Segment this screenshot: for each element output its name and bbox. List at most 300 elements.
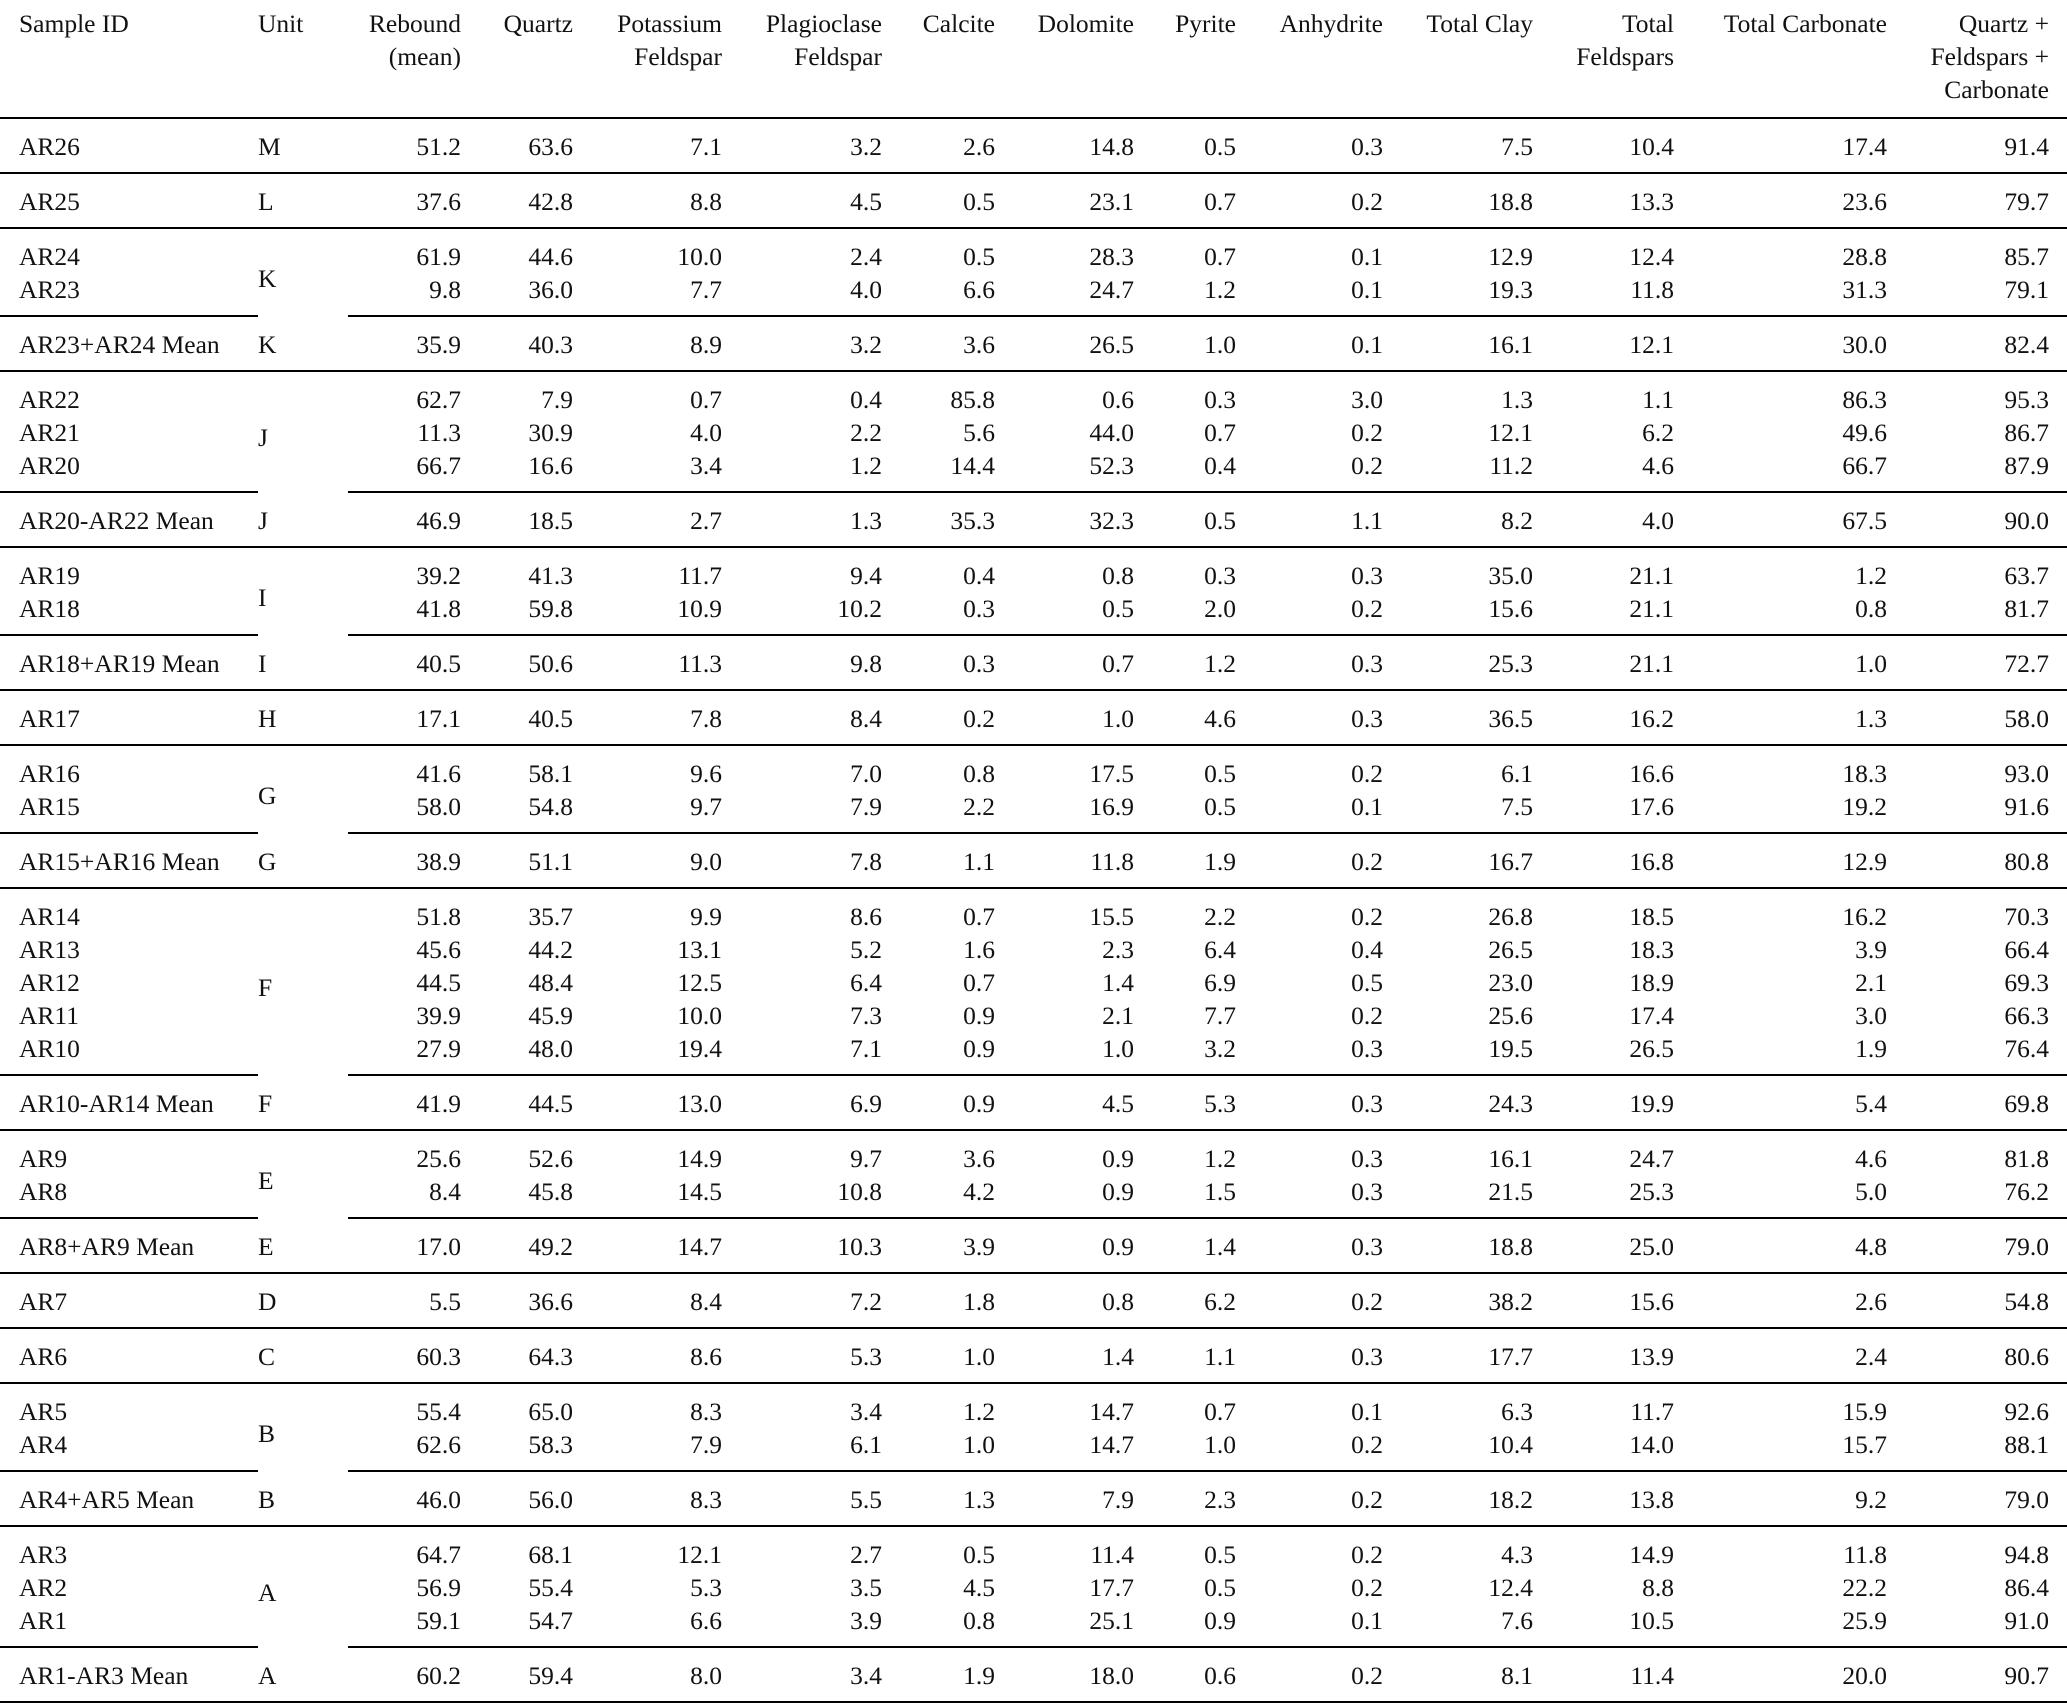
value-cell: 58.1 — [528, 759, 573, 788]
sample-id-cell: AR14 — [19, 902, 80, 931]
value-cell: 18.8 — [1383, 1218, 1533, 1273]
value-cell: 70.3 — [2004, 902, 2049, 931]
value-cell: 13.1 — [677, 935, 722, 964]
value-cell: 1.1 — [1642, 385, 1674, 414]
value-cell: 7.7 — [1204, 1001, 1236, 1030]
value-cell: 81.7 — [1887, 592, 2067, 635]
value-cell: 59.8 — [461, 592, 573, 635]
value-cell: 0.9 — [882, 1075, 995, 1130]
value-cell: 6.6 — [573, 1604, 722, 1647]
sample-id-cell: AR24 — [19, 242, 80, 271]
value-cell: 50.6 — [461, 635, 573, 690]
value-cell: 26.8 — [1488, 902, 1533, 931]
value-cell: 59.4 — [461, 1647, 573, 1702]
value-cell: 12.9 — [1488, 242, 1533, 271]
value-cell: 6.4 — [850, 968, 882, 997]
column-header: Rebound (mean) — [348, 0, 461, 118]
value-cell: 26.5 — [995, 316, 1134, 371]
value-cell: 0.2 — [1351, 1540, 1383, 1569]
value-cell: 2.4 — [850, 242, 882, 271]
table-row — [0, 371, 2067, 416]
unit-cell: A — [258, 1578, 277, 1607]
sample-id-cell: AR15+AR16 Mean — [0, 833, 258, 888]
value-cell: 9.6 — [690, 759, 722, 788]
value-cell: 46.9 — [348, 492, 461, 547]
value-cell: 14.7 — [995, 1428, 1134, 1471]
value-cell: 6.6 — [882, 273, 995, 316]
value-cell: 56.0 — [461, 1471, 573, 1526]
value-cell: 64.3 — [461, 1328, 573, 1383]
value-cell: 0.3 — [1236, 690, 1383, 745]
value-cell: 0.2 — [1236, 173, 1383, 228]
value-cell: 48.4 — [528, 968, 573, 997]
value-cell: 4.3 — [1501, 1540, 1533, 1569]
unit-cell: G — [258, 833, 348, 888]
value-cell: 67.5 — [1674, 492, 1887, 547]
value-cell: 0.5 — [995, 592, 1134, 635]
table-row — [0, 1526, 2067, 1571]
value-cell: 25.3 — [1383, 635, 1533, 690]
value-cell: 0.2 — [1351, 1001, 1383, 1030]
value-cell: 36.0 — [461, 273, 573, 316]
value-cell: 76.2 — [1887, 1175, 2067, 1218]
value-cell: 0.4 — [1134, 449, 1236, 492]
value-cell: 1.3 — [882, 1471, 995, 1526]
value-cell: 25.3 — [1533, 1175, 1674, 1218]
value-cell: 8.1 — [1383, 1647, 1533, 1702]
value-cell: 40.5 — [461, 690, 573, 745]
value-cell: 0.9 — [963, 1001, 995, 1030]
table-row — [0, 1647, 2067, 1702]
value-cell: 35.7 — [528, 902, 573, 931]
value-cell: 0.5 — [882, 173, 995, 228]
value-cell: 0.6 — [1134, 1647, 1236, 1702]
value-cell: 4.0 — [1533, 492, 1674, 547]
value-cell: 6.9 — [1204, 968, 1236, 997]
value-cell: 0.7 — [963, 968, 995, 997]
value-cell: 0.9 — [995, 1218, 1134, 1273]
value-cell: 8.8 — [573, 173, 722, 228]
table-header — [0, 0, 2067, 118]
value-cell: 35.3 — [882, 492, 995, 547]
value-cell: 4.5 — [722, 173, 882, 228]
value-cell: 66.7 — [348, 449, 461, 492]
value-cell: 9.8 — [348, 273, 461, 316]
value-cell: 0.7 — [1204, 418, 1236, 447]
value-cell: 1.1 — [882, 833, 995, 888]
sample-id-cell: AR4+AR5 Mean — [0, 1471, 258, 1526]
value-cell: 0.5 — [1134, 118, 1236, 173]
column-header: Total Feldspars — [1533, 0, 1674, 118]
unit-cell: L — [258, 173, 348, 228]
value-cell: 86.7 — [2004, 418, 2049, 447]
value-cell: 18.8 — [1383, 173, 1533, 228]
value-cell: 45.8 — [461, 1175, 573, 1218]
value-cell: 3.9 — [722, 1604, 882, 1647]
table-row — [0, 833, 2067, 888]
value-cell: 0.8 — [995, 1273, 1134, 1328]
value-cell: 45.6 — [416, 935, 461, 964]
sample-id-cell: AR12 — [19, 968, 80, 997]
value-cell: 15.9 — [1842, 1397, 1887, 1426]
value-cell: 86.3 — [1842, 385, 1887, 414]
value-cell: 48.0 — [461, 1032, 573, 1075]
value-cell: 6.3 — [1501, 1397, 1533, 1426]
value-cell: 8.2 — [1383, 492, 1533, 547]
table-row — [0, 690, 2067, 745]
sample-id-cell: AR1 — [0, 1604, 258, 1647]
value-cell: 32.3 — [995, 492, 1134, 547]
value-cell: 19.2 — [1674, 790, 1887, 833]
value-cell: 52.6 — [528, 1144, 573, 1173]
value-cell: 37.6 — [348, 173, 461, 228]
value-cell: 6.1 — [1501, 759, 1533, 788]
value-cell: 0.9 — [995, 1175, 1134, 1218]
table-row — [0, 547, 2067, 592]
value-cell: 5.3 — [722, 1328, 882, 1383]
value-cell: 2.1 — [1102, 1001, 1134, 1030]
value-cell: 19.5 — [1383, 1032, 1533, 1075]
value-cell: 0.4 — [963, 561, 995, 590]
value-cell: 11.8 — [1843, 1540, 1887, 1569]
value-cell: 0.3 — [882, 635, 995, 690]
sample-id-cell: AR18 — [0, 592, 258, 635]
value-cell: 0.8 — [882, 1604, 995, 1647]
value-cell: 6.9 — [722, 1075, 882, 1130]
table-row — [0, 745, 2067, 790]
sample-id-cell: AR25 — [0, 173, 258, 228]
value-cell: 28.8 — [1842, 242, 1887, 271]
value-cell: 19.4 — [573, 1032, 722, 1075]
table-row — [0, 492, 2067, 547]
value-cell: 0.3 — [1236, 118, 1383, 173]
value-cell: 2.1 — [1855, 968, 1887, 997]
value-cell: 21.1 — [1533, 592, 1674, 635]
value-cell: 1.9 — [1674, 1032, 1887, 1075]
sample-id-cell: AR21 — [19, 418, 80, 447]
value-cell: 0.2 — [1351, 418, 1383, 447]
sample-id-cell: AR19 — [19, 561, 80, 590]
sample-id-cell: AR1-AR3 Mean — [0, 1647, 258, 1702]
value-cell: 85.8 — [950, 385, 995, 414]
value-cell: 11.2 — [1383, 449, 1533, 492]
value-cell: 14.9 — [677, 1144, 722, 1173]
value-cell: 0.8 — [1102, 561, 1134, 590]
sample-id-cell: AR20-AR22 Mean — [0, 492, 258, 547]
value-cell: 22.2 — [1842, 1573, 1887, 1602]
value-cell: 0.2 — [1236, 1471, 1383, 1526]
value-cell: 36.5 — [1383, 690, 1533, 745]
value-cell: 31.3 — [1674, 273, 1887, 316]
value-cell: 0.9 — [1102, 1144, 1134, 1173]
value-cell: 0.2 — [1351, 902, 1383, 931]
sample-id-cell: AR4 — [0, 1428, 258, 1471]
value-cell: 17.4 — [1629, 1001, 1674, 1030]
sample-id-cell: AR17 — [0, 690, 258, 745]
value-cell: 88.1 — [1887, 1428, 2067, 1471]
value-cell: 0.4 — [1351, 935, 1383, 964]
value-cell: 9.7 — [573, 790, 722, 833]
value-cell: 0.3 — [882, 592, 995, 635]
value-cell: 0.7 — [690, 385, 722, 414]
value-cell: 62.6 — [348, 1428, 461, 1471]
unit-cell: I — [258, 582, 267, 612]
value-cell: 36.6 — [461, 1273, 573, 1328]
value-cell: 8.6 — [850, 902, 882, 931]
value-cell: 44.5 — [461, 1075, 573, 1130]
value-cell: 3.2 — [722, 118, 882, 173]
column-header: Plagioclase Feldspar — [722, 0, 882, 118]
column-header: Total Clay — [1383, 0, 1533, 118]
value-cell: 18.9 — [1629, 968, 1674, 997]
value-cell: 64.7 — [416, 1540, 461, 1569]
value-cell: 3.6 — [882, 316, 995, 371]
value-cell: 0.2 — [1351, 1573, 1383, 1602]
sample-id-cell: AR2 — [19, 1573, 68, 1602]
table-row — [0, 1218, 2067, 1273]
value-cell: 4.6 — [1855, 1144, 1887, 1173]
value-cell: 55.4 — [528, 1573, 573, 1602]
value-cell: 1.3 — [1501, 385, 1533, 414]
value-cell: 1.8 — [882, 1273, 995, 1328]
sample-id-cell: AR16 — [19, 759, 80, 788]
value-cell: 6.2 — [1134, 1273, 1236, 1328]
value-cell: 17.4 — [1674, 118, 1887, 173]
value-cell: 9.8 — [722, 635, 882, 690]
value-cell: 9.4 — [850, 561, 882, 590]
value-cell: 69.3 — [2004, 968, 2049, 997]
sample-id-cell: AR9 — [19, 1144, 68, 1173]
unit-cell: H — [258, 690, 348, 745]
value-cell: 21.1 — [1533, 635, 1674, 690]
value-cell: 0.5 — [1204, 1573, 1236, 1602]
value-cell: 76.4 — [1887, 1032, 2067, 1075]
column-header: Unit — [258, 0, 348, 118]
sample-id-cell: AR22 — [19, 385, 80, 414]
value-cell: 10.2 — [722, 592, 882, 635]
value-cell: 12.1 — [1533, 316, 1674, 371]
value-cell: 4.2 — [882, 1175, 995, 1218]
value-cell: 18.3 — [1842, 759, 1887, 788]
table-row — [0, 228, 2067, 273]
value-cell: 1.0 — [882, 1328, 995, 1383]
value-cell: 18.0 — [995, 1647, 1134, 1702]
value-cell: 16.7 — [1383, 833, 1533, 888]
table-body — [0, 118, 2067, 1702]
value-cell: 55.4 — [416, 1397, 461, 1426]
value-cell: 7.0 — [850, 759, 882, 788]
value-cell: 42.8 — [461, 173, 573, 228]
unit-cell: K — [258, 316, 348, 371]
value-cell: 4.5 — [995, 1075, 1134, 1130]
value-cell: 0.5 — [1351, 968, 1383, 997]
sample-id-cell: AR8 — [0, 1175, 258, 1218]
value-cell: 0.9 — [882, 1032, 995, 1075]
value-cell: 58.0 — [348, 790, 461, 833]
value-cell: 35.9 — [348, 316, 461, 371]
value-cell: 16.2 — [1842, 902, 1887, 931]
value-cell: 1.2 — [1134, 635, 1236, 690]
value-cell: 1.2 — [1855, 561, 1887, 590]
value-cell: 0.5 — [1204, 759, 1236, 788]
table-row — [0, 1273, 2067, 1328]
value-cell: 52.3 — [995, 449, 1134, 492]
value-cell: 54.8 — [461, 790, 573, 833]
value-cell: 81.8 — [2004, 1144, 2049, 1173]
table-row — [0, 1328, 2067, 1383]
value-cell: 0.3 — [1236, 1032, 1383, 1075]
value-cell: 1.0 — [882, 1428, 995, 1471]
value-cell: 30.0 — [1674, 316, 1887, 371]
value-cell: 38.2 — [1383, 1273, 1533, 1328]
value-cell: 38.9 — [348, 833, 461, 888]
value-cell: 1.9 — [1134, 833, 1236, 888]
value-cell: 66.3 — [2004, 1001, 2049, 1030]
unit-cell: J — [258, 423, 268, 452]
value-cell: 0.7 — [995, 635, 1134, 690]
value-cell: 3.2 — [1134, 1032, 1236, 1075]
value-cell: 45.9 — [528, 1001, 573, 1030]
value-cell: 6.2 — [1642, 418, 1674, 447]
value-cell: 10.9 — [573, 592, 722, 635]
value-cell: 0.3 — [1236, 1328, 1383, 1383]
value-cell: 17.5 — [1089, 759, 1134, 788]
value-cell: 10.5 — [1533, 1604, 1674, 1647]
value-cell: 14.7 — [1089, 1397, 1134, 1426]
value-cell: 7.9 — [541, 385, 573, 414]
value-cell: 58.3 — [461, 1428, 573, 1471]
value-cell: 58.0 — [1887, 690, 2067, 745]
value-cell: 10.0 — [677, 1001, 722, 1030]
value-cell: 1.5 — [1134, 1175, 1236, 1218]
value-cell: 0.2 — [1236, 833, 1383, 888]
unit-cell: I — [258, 635, 348, 690]
column-header: Quartz — [461, 0, 573, 118]
value-cell: 66.4 — [2004, 935, 2049, 964]
table-row — [0, 888, 2067, 933]
sample-id-cell: AR18+AR19 Mean — [0, 635, 258, 690]
value-cell: 10.4 — [1383, 1428, 1533, 1471]
value-cell: 18.5 — [1629, 902, 1674, 931]
value-cell: 18.2 — [1383, 1471, 1533, 1526]
value-cell: 23.1 — [995, 173, 1134, 228]
value-cell: 0.3 — [1204, 561, 1236, 590]
value-cell: 54.7 — [461, 1604, 573, 1647]
column-header: Sample ID — [0, 0, 258, 118]
value-cell: 1.1 — [1134, 1328, 1236, 1383]
value-cell: 17.1 — [348, 690, 461, 745]
value-cell: 7.5 — [1383, 790, 1533, 833]
unit-cell: E — [258, 1165, 274, 1195]
value-cell: 30.9 — [528, 418, 573, 447]
value-cell: 7.7 — [573, 273, 722, 316]
table-row — [0, 1130, 2067, 1175]
sample-id-cell: AR26 — [0, 118, 258, 173]
value-cell: 25.6 — [416, 1144, 461, 1173]
value-cell: 3.2 — [722, 316, 882, 371]
value-cell: 0.2 — [1236, 449, 1383, 492]
value-cell: 0.2 — [1236, 1273, 1383, 1328]
value-cell: 0.7 — [1134, 173, 1236, 228]
value-cell: 13.3 — [1533, 173, 1674, 228]
sample-id-cell: AR10 — [0, 1032, 258, 1075]
value-cell: 40.5 — [348, 635, 461, 690]
value-cell: 0.2 — [882, 690, 995, 745]
value-cell: 23.6 — [1674, 173, 1887, 228]
value-cell: 41.3 — [528, 561, 573, 590]
value-cell: 21.1 — [1629, 561, 1674, 590]
value-cell: 4.8 — [1674, 1218, 1887, 1273]
table-row — [0, 1383, 2067, 1428]
value-cell: 25.6 — [1488, 1001, 1533, 1030]
value-cell: 14.9 — [1629, 1540, 1674, 1569]
value-cell: 8.9 — [573, 316, 722, 371]
value-cell: 0.7 — [1204, 1397, 1236, 1426]
value-cell: 4.6 — [1533, 449, 1674, 492]
value-cell: 87.9 — [1887, 449, 2067, 492]
value-cell: 68.1 — [528, 1540, 573, 1569]
value-cell: 8.4 — [348, 1175, 461, 1218]
value-cell: 3.0 — [1351, 385, 1383, 414]
value-cell: 16.6 — [461, 449, 573, 492]
value-cell: 19.9 — [1533, 1075, 1674, 1130]
value-cell: 13.9 — [1533, 1328, 1674, 1383]
unit-cell: B — [258, 1471, 348, 1526]
value-cell: 1.9 — [882, 1647, 995, 1702]
value-cell: 1.2 — [722, 449, 882, 492]
value-cell: 1.4 — [1134, 1218, 1236, 1273]
unit-cell: F — [258, 973, 273, 1002]
value-cell: 16.6 — [1629, 759, 1674, 788]
unit-cell: A — [258, 1647, 348, 1702]
value-cell: 1.4 — [1102, 968, 1134, 997]
value-cell: 16.1 — [1488, 1144, 1533, 1173]
value-cell: 66.7 — [1674, 449, 1887, 492]
value-cell: 41.6 — [416, 759, 461, 788]
value-cell: 14.0 — [1533, 1428, 1674, 1471]
value-cell: 0.3 — [1236, 635, 1383, 690]
value-cell: 56.9 — [416, 1573, 461, 1602]
value-cell: 79.0 — [1887, 1471, 2067, 1526]
value-cell: 61.9 — [416, 242, 461, 271]
value-cell: 0.1 — [1236, 273, 1383, 316]
value-cell: 11.8 — [1533, 273, 1674, 316]
value-cell: 0.2 — [1236, 592, 1383, 635]
value-cell: 24.7 — [995, 273, 1134, 316]
value-cell: 0.8 — [963, 759, 995, 788]
column-header: Pyrite — [1134, 0, 1236, 118]
value-cell: 0.5 — [1204, 1540, 1236, 1569]
value-cell: 2.4 — [1674, 1328, 1887, 1383]
value-cell: 40.3 — [461, 316, 573, 371]
value-cell: 1.3 — [722, 492, 882, 547]
value-cell: 6.4 — [1204, 935, 1236, 964]
value-cell: 39.2 — [416, 561, 461, 590]
value-cell: 11.4 — [1090, 1540, 1134, 1569]
value-cell: 5.4 — [1674, 1075, 1887, 1130]
value-cell: 14.5 — [573, 1175, 722, 1218]
value-cell: 11.3 — [573, 635, 722, 690]
value-cell: 63.6 — [461, 118, 573, 173]
value-cell: 8.3 — [573, 1471, 722, 1526]
column-header: Potassium Feldspar — [573, 0, 722, 118]
value-cell: 51.8 — [416, 902, 461, 931]
value-cell: 1.4 — [995, 1328, 1134, 1383]
value-cell: 24.7 — [1629, 1144, 1674, 1173]
value-cell: 49.2 — [461, 1218, 573, 1273]
value-cell: 7.9 — [573, 1428, 722, 1471]
value-cell: 2.6 — [882, 118, 995, 173]
